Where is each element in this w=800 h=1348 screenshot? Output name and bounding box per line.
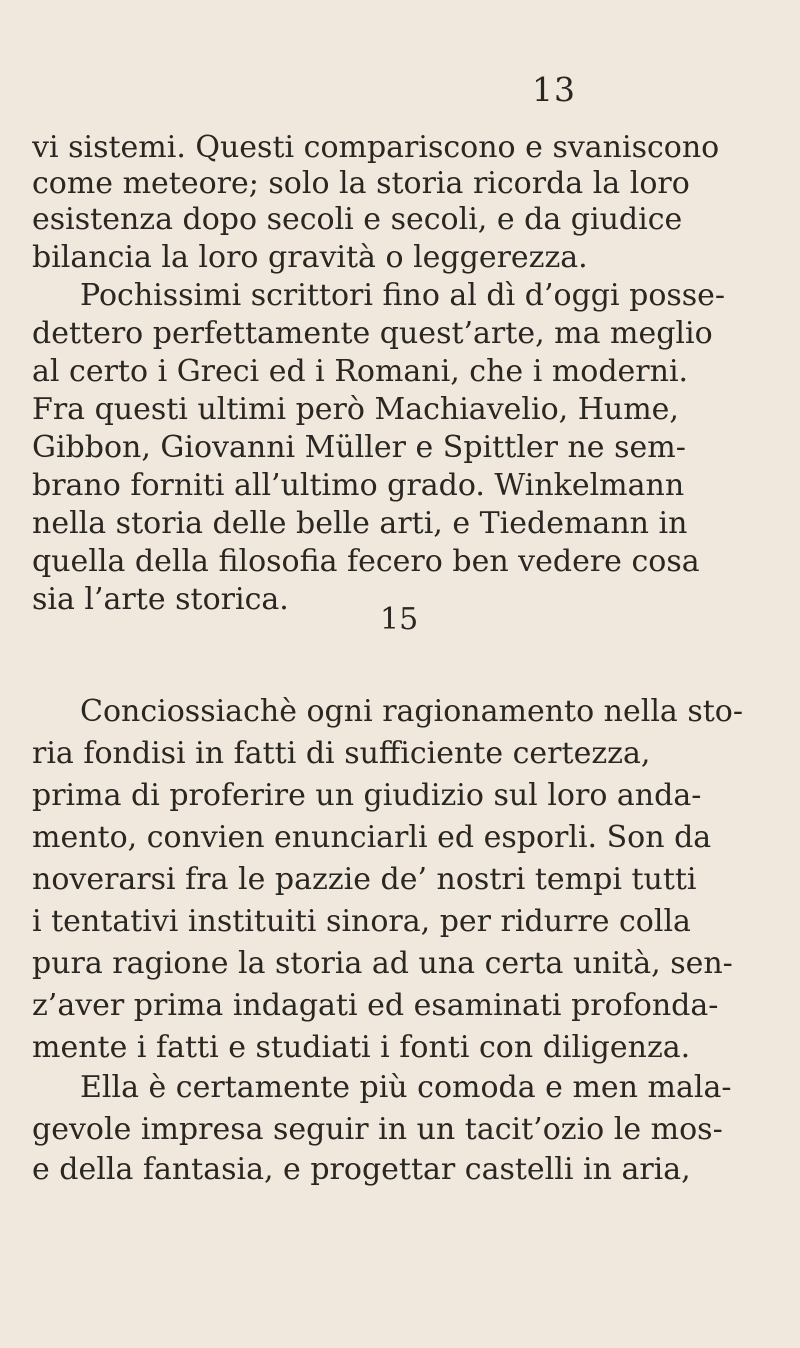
text-line: quella della filosofia fecero ben vedere cosa [32, 544, 700, 579]
text-line: ria fondisi in fatti di sufficiente certezza, [32, 736, 651, 771]
text-line: Pochissimi scrittori fino al dì d’oggi posse- [80, 278, 726, 313]
section-number: 15 [380, 602, 419, 637]
text-line: mente i fatti e studiati i fonti con diligenza. [32, 1030, 691, 1065]
text-line: Fra questi ultimi però Machiavelio, Hume, [32, 392, 679, 427]
text-line: i tentativi instituiti sinora, per ridurre colla [32, 904, 691, 939]
page-number: 13 [532, 70, 576, 109]
text-line: Ella è certamente più comoda e men mala- [80, 1070, 732, 1105]
text-line: z’aver prima indagati ed esaminati profonda- [32, 988, 719, 1023]
text-line: sia l’arte storica. [32, 582, 289, 617]
text-line: vi sistemi. Questi compariscono e svaniscono [32, 130, 720, 165]
text-line: gevole impresa seguir in un tacit’ozio le mos- [32, 1112, 723, 1147]
text-line: Gibbon, Giovanni Müller e Spittler ne sem- [32, 430, 686, 465]
text-line: come meteore; solo la storia ricorda la loro [32, 166, 690, 201]
text-line: bilancia la loro gravità o leggerezza. [32, 240, 588, 275]
text-line: mento, convien enunciarli ed esporli. Son da [32, 820, 712, 855]
text-line: pura ragione la storia ad una certa unità, sen- [32, 946, 733, 981]
text-line: nella storia delle belle arti, e Tiedemann in [32, 506, 688, 541]
text-line: e della fantasia, e progettar castelli in aria, [32, 1152, 691, 1187]
text-line: brano forniti all’ultimo grado. Winkelmann [32, 468, 685, 503]
text-line: prima di proferire un giudizio sul loro anda- [32, 778, 702, 813]
text-line: esistenza dopo secoli e secoli, e da giudice [32, 202, 683, 237]
text-line: Conciossiachè ogni ragionamento nella sto- [80, 694, 744, 729]
text-line: al certo i Greci ed i Romani, che i moderni. [32, 354, 689, 389]
text-line: dettero perfettamente quest’arte, ma meglio [32, 316, 713, 351]
text-line: noverarsi fra le pazzie de’ nostri tempi tutti [32, 862, 697, 897]
